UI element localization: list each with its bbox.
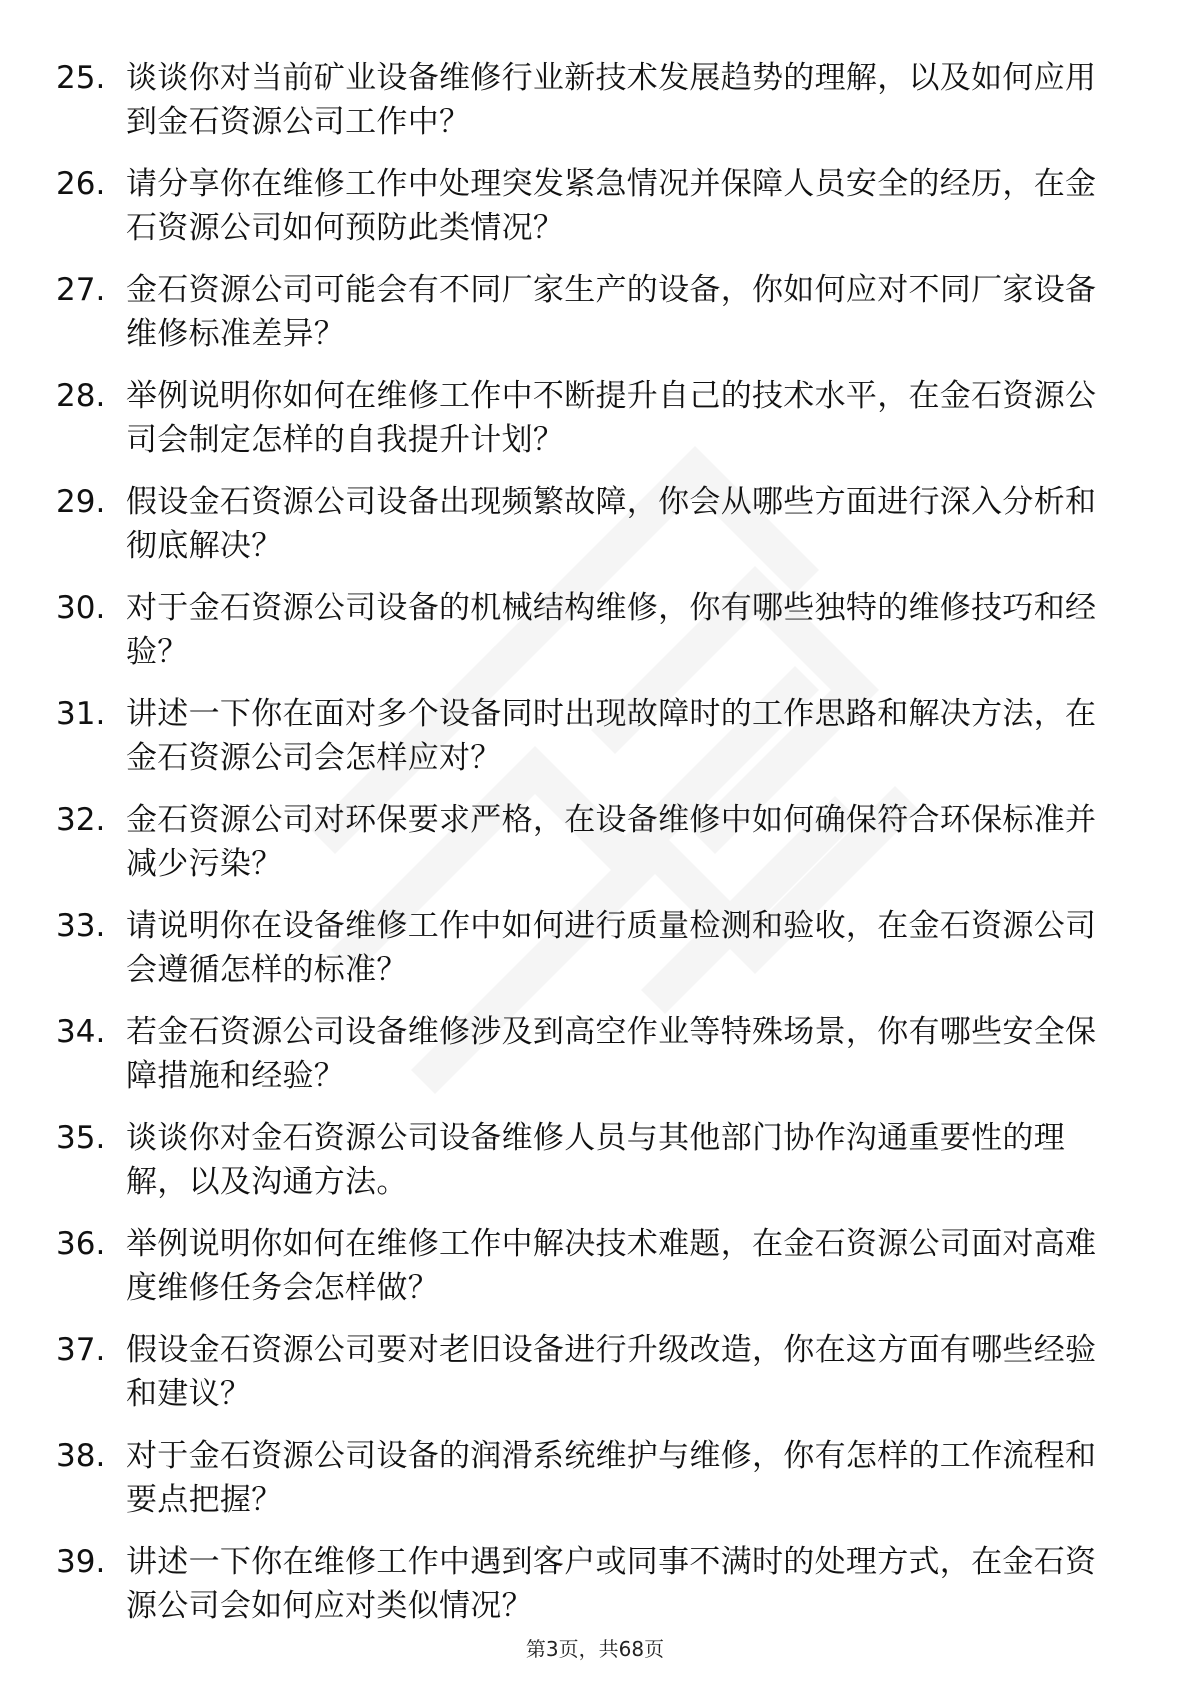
page-footer: 第3页，共68页 bbox=[525, 1637, 665, 1661]
question-number: 33. bbox=[56, 908, 106, 944]
question-text: 讲述一下你在维修工作中遇到客户或同事不满时的处理方式，在金石资源公司会如何应对类似情况？ bbox=[126, 1544, 1097, 1624]
question-list bbox=[56, 56, 1116, 1646]
question-text: 假设金石资源公司要对老旧设备进行升级改造，你在这方面有哪些经验和建议？ bbox=[126, 1332, 1097, 1412]
question-text: 举例说明你如何在维修工作中解决技术难题，在金石资源公司面对高难度维修任务会怎样做？ bbox=[126, 1226, 1097, 1306]
question-item-33 bbox=[56, 904, 1116, 1010]
question-item-37 bbox=[56, 1328, 1116, 1434]
question-item-32 bbox=[56, 798, 1116, 904]
question-number: 26. bbox=[56, 166, 106, 202]
question-item-38 bbox=[56, 1434, 1116, 1540]
question-item-34 bbox=[56, 1010, 1116, 1116]
question-number: 27. bbox=[56, 272, 106, 308]
question-item-31 bbox=[56, 692, 1116, 798]
question-number: 31. bbox=[56, 696, 106, 732]
question-text: 谈谈你对当前矿业设备维修行业新技术发展趋势的理解，以及如何应用到金石资源公司工作中？ bbox=[126, 60, 1097, 140]
question-item-35 bbox=[56, 1116, 1116, 1222]
question-number: 30. bbox=[56, 590, 106, 626]
question-text: 对于金石资源公司设备的机械结构维修，你有哪些独特的维修技巧和经验？ bbox=[126, 590, 1097, 670]
question-text: 谈谈你对金石资源公司设备维修人员与其他部门协作沟通重要性的理解，以及沟通方法。 bbox=[126, 1120, 1065, 1200]
question-item-26 bbox=[56, 162, 1116, 268]
question-number: 29. bbox=[56, 484, 106, 520]
question-text: 假设金石资源公司设备出现频繁故障，你会从哪些方面进行深入分析和彻底解决？ bbox=[126, 484, 1097, 564]
question-text: 举例说明你如何在维修工作中不断提升自己的技术水平，在金石资源公司会制定怎样的自我提升计划？ bbox=[126, 378, 1097, 458]
question-item-39 bbox=[56, 1540, 1116, 1646]
question-number: 37. bbox=[56, 1332, 106, 1368]
question-item-28 bbox=[56, 374, 1116, 480]
question-number: 35. bbox=[56, 1120, 106, 1156]
question-number: 39. bbox=[56, 1544, 106, 1580]
question-text: 讲述一下你在面对多个设备同时出现故障时的工作思路和解决方法，在金石资源公司会怎样应对？ bbox=[126, 696, 1097, 776]
question-item-27 bbox=[56, 268, 1116, 374]
question-item-30 bbox=[56, 586, 1116, 692]
question-number: 34. bbox=[56, 1014, 106, 1050]
question-text: 金石资源公司可能会有不同厂家生产的设备，你如何应对不同厂家设备维修标准差异？ bbox=[126, 272, 1097, 352]
question-number: 36. bbox=[56, 1226, 106, 1262]
question-text: 请说明你在设备维修工作中如何进行质量检测和验收，在金石资源公司会遵循怎样的标准？ bbox=[126, 908, 1097, 988]
question-number: 25. bbox=[56, 60, 106, 96]
question-text: 请分享你在维修工作中处理突发紧急情况并保障人员安全的经历，在金石资源公司如何预防此类情况？ bbox=[126, 166, 1097, 246]
question-text: 对于金石资源公司设备的润滑系统维护与维修，你有怎样的工作流程和要点把握？ bbox=[126, 1438, 1097, 1518]
question-number: 38. bbox=[56, 1438, 106, 1474]
question-number: 28. bbox=[56, 378, 106, 414]
question-text: 金石资源公司对环保要求严格，在设备维修中如何确保符合环保标准并减少污染？ bbox=[126, 802, 1097, 882]
question-number: 32. bbox=[56, 802, 106, 838]
question-item-29 bbox=[56, 480, 1116, 586]
question-text: 若金石资源公司设备维修涉及到高空作业等特殊场景，你有哪些安全保障措施和经验？ bbox=[126, 1014, 1097, 1094]
question-item-25 bbox=[56, 56, 1116, 162]
question-item-36 bbox=[56, 1222, 1116, 1328]
